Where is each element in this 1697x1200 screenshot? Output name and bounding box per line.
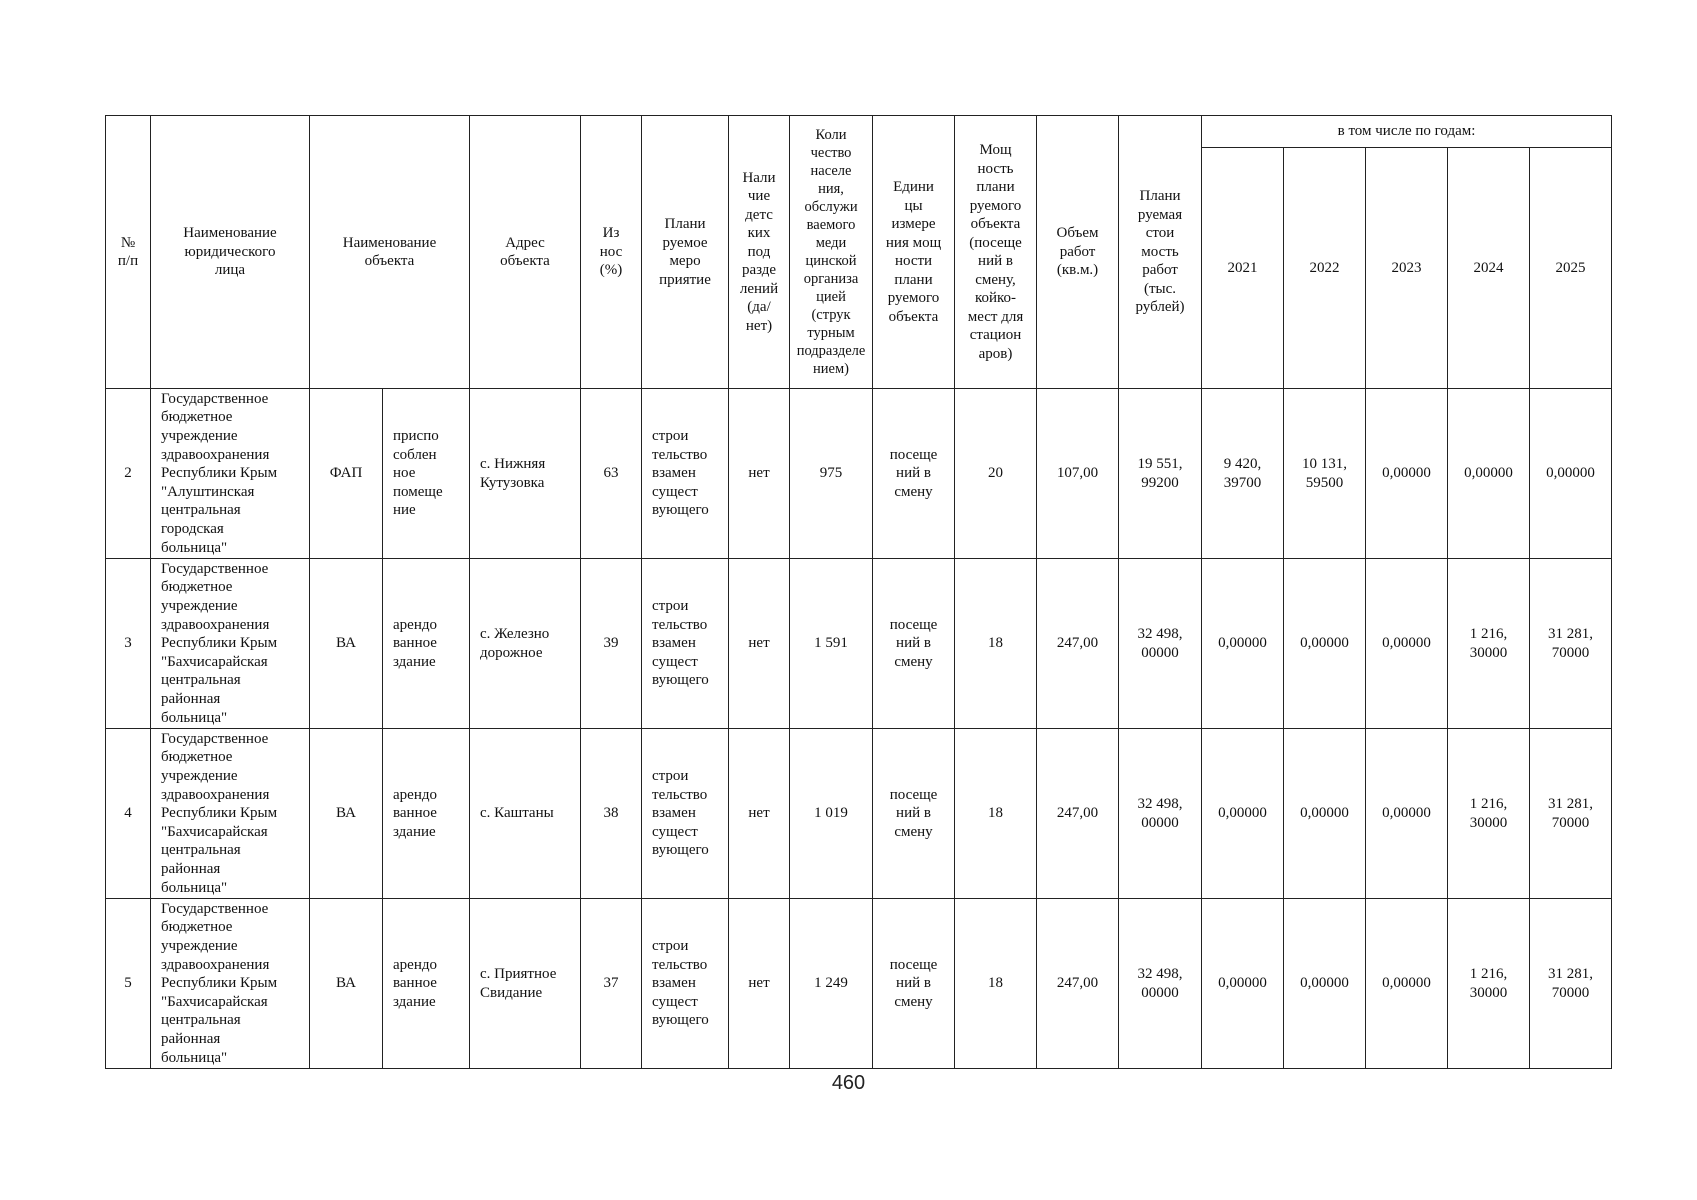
table-row: [106, 729, 1612, 899]
row-capacity-unit: посеще ний в смену: [873, 559, 955, 729]
row-year-2021: 0,00000: [1202, 559, 1284, 729]
row-num: 3: [106, 559, 151, 729]
header-address: Адрес объекта: [470, 116, 581, 389]
row-year-2025: 31 281, 70000: [1530, 729, 1612, 899]
row-population: 1 249: [790, 899, 873, 1069]
row-wear: 39: [581, 559, 642, 729]
row-children-units: нет: [729, 389, 790, 559]
row-year-2024: 1 216, 30000: [1448, 899, 1530, 1069]
row-capacity-unit: посеще ний в смену: [873, 899, 955, 1069]
row-planned-cost: 32 498, 00000: [1119, 559, 1202, 729]
header-wear: Из нос (%): [581, 116, 642, 389]
row-legal-entity: Государственное бюджетное учреждение здравоохранения Республики Крым "Алуштинская центральная городская больница": [151, 389, 310, 559]
row-num: 4: [106, 729, 151, 899]
header-capacity-unit: Едини цы измере ния мощ ности плани руемого объекта: [873, 116, 955, 389]
row-num: 2: [106, 389, 151, 559]
row-object-description: арендо ванное здание: [383, 559, 470, 729]
header-work-volume: Объем работ (кв.м.): [1037, 116, 1119, 389]
table-row: [106, 559, 1612, 729]
header-population: Коли чество населе ния, обслужи ваемого меди цинской организа цией (струк турным подразделе нием): [790, 116, 873, 389]
header-num: № п/п: [106, 116, 151, 389]
row-capacity-unit: посеще ний в смену: [873, 729, 955, 899]
row-measure: строи тельство взамен сущест вующего: [642, 559, 729, 729]
table-row: [106, 389, 1612, 559]
row-legal-entity: Государственное бюджетное учреждение здравоохранения Республики Крым "Бахчисарайская центральная районная больница": [151, 899, 310, 1069]
row-measure: строи тельство взамен сущест вующего: [642, 389, 729, 559]
header-legal-entity: Наименование юридического лица: [151, 116, 310, 389]
row-planned-cost: 19 551, 99200: [1119, 389, 1202, 559]
header-planned-cost: Плани руемая стои мость работ (тыс. рублей): [1119, 116, 1202, 389]
row-object-type: ВА: [310, 899, 383, 1069]
table-row: [106, 899, 1612, 1069]
investment-program-table: [105, 115, 1612, 1069]
row-year-2023: 0,00000: [1366, 899, 1448, 1069]
row-population: 1 591: [790, 559, 873, 729]
row-measure: строи тельство взамен сущест вующего: [642, 899, 729, 1069]
row-planned-cost: 32 498, 00000: [1119, 729, 1202, 899]
row-work-volume: 247,00: [1037, 899, 1119, 1069]
row-year-2021: 0,00000: [1202, 899, 1284, 1069]
row-capacity: 18: [955, 899, 1037, 1069]
row-measure: строи тельство взамен сущест вующего: [642, 729, 729, 899]
row-address: с. Каштаны: [470, 729, 581, 899]
row-num: 5: [106, 899, 151, 1069]
row-object-type: ВА: [310, 729, 383, 899]
row-children-units: нет: [729, 559, 790, 729]
row-legal-entity: Государственное бюджетное учреждение здравоохранения Республики Крым "Бахчисарайская центральная районная больница": [151, 729, 310, 899]
row-capacity: 20: [955, 389, 1037, 559]
row-year-2023: 0,00000: [1366, 389, 1448, 559]
header-year-2024: 2024: [1448, 148, 1530, 389]
row-work-volume: 107,00: [1037, 389, 1119, 559]
row-year-2022: 0,00000: [1284, 899, 1366, 1069]
row-year-2021: 9 420, 39700: [1202, 389, 1284, 559]
row-children-units: нет: [729, 899, 790, 1069]
row-planned-cost: 32 498, 00000: [1119, 899, 1202, 1069]
row-year-2022: 10 131, 59500: [1284, 389, 1366, 559]
row-capacity-unit: посеще ний в смену: [873, 389, 955, 559]
header-row-top: [106, 116, 1612, 148]
row-wear: 37: [581, 899, 642, 1069]
row-legal-entity: Государственное бюджетное учреждение здравоохранения Республики Крым "Бахчисарайская центральная районная больница": [151, 559, 310, 729]
row-year-2024: 0,00000: [1448, 389, 1530, 559]
row-year-2025: 0,00000: [1530, 389, 1612, 559]
header-object-name: Наименование объекта: [310, 116, 470, 389]
row-capacity: 18: [955, 559, 1037, 729]
page-number: 460: [831, 1072, 866, 1094]
header-year-2023: 2023: [1366, 148, 1448, 389]
row-year-2024: 1 216, 30000: [1448, 559, 1530, 729]
row-year-2022: 0,00000: [1284, 729, 1366, 899]
row-address: с. Приятное Свидание: [470, 899, 581, 1069]
row-year-2022: 0,00000: [1284, 559, 1366, 729]
header-by-years: в том числе по годам:: [1202, 116, 1612, 148]
row-address: с. Нижняя Кутузовка: [470, 389, 581, 559]
row-year-2024: 1 216, 30000: [1448, 729, 1530, 899]
row-capacity: 18: [955, 729, 1037, 899]
header-year-2022: 2022: [1284, 148, 1366, 389]
header-children-units: Нали чие детс ких под разде лений (да/ нет): [729, 116, 790, 389]
row-address: с. Железно дорожное: [470, 559, 581, 729]
row-object-type: ВА: [310, 559, 383, 729]
row-object-description: арендо ванное здание: [383, 729, 470, 899]
row-object-description: приспо соблен ное помеще ние: [383, 389, 470, 559]
header-planned-measure: Плани руемое меро приятие: [642, 116, 729, 389]
row-work-volume: 247,00: [1037, 729, 1119, 899]
row-children-units: нет: [729, 729, 790, 899]
row-object-type: ФАП: [310, 389, 383, 559]
row-year-2025: 31 281, 70000: [1530, 899, 1612, 1069]
row-year-2021: 0,00000: [1202, 729, 1284, 899]
row-object-description: арендо ванное здание: [383, 899, 470, 1069]
row-population: 1 019: [790, 729, 873, 899]
row-wear: 63: [581, 389, 642, 559]
row-year-2025: 31 281, 70000: [1530, 559, 1612, 729]
row-year-2023: 0,00000: [1366, 729, 1448, 899]
header-capacity: Мощ ность плани руемого объекта (посеще ний в смену, койко- мест для стацион аров): [955, 116, 1037, 389]
row-population: 975: [790, 389, 873, 559]
header-year-2021: 2021: [1202, 148, 1284, 389]
row-wear: 38: [581, 729, 642, 899]
row-year-2023: 0,00000: [1366, 559, 1448, 729]
row-work-volume: 247,00: [1037, 559, 1119, 729]
header-year-2025: 2025: [1530, 148, 1612, 389]
